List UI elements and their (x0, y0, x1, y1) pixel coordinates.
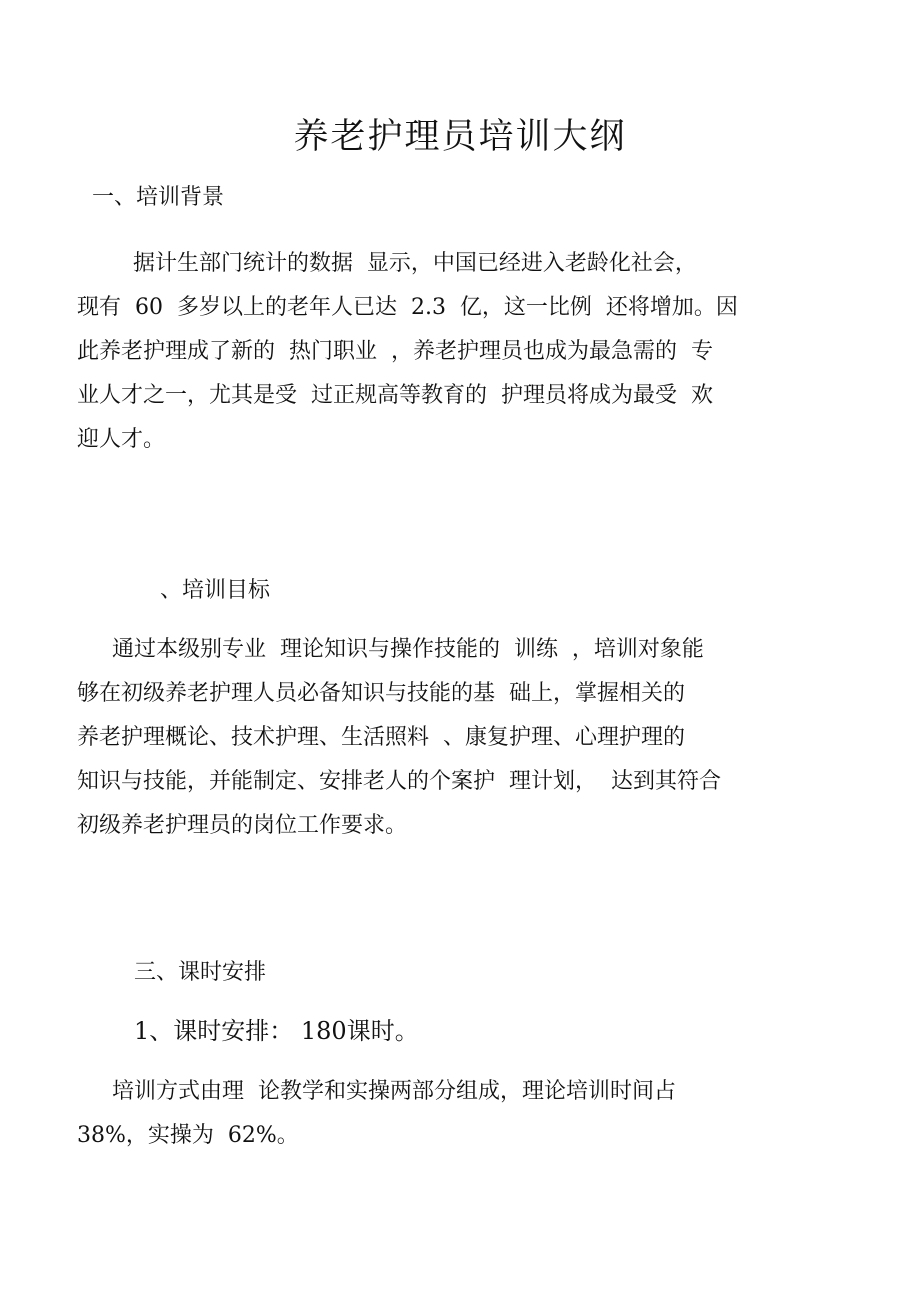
section-heading-schedule: 三、课时安排 (134, 960, 267, 985)
paragraph-background (77, 242, 837, 462)
paragraph-line: 初级养老护理员的岗位工作要求。 (77, 813, 408, 838)
paragraph-line: 38%，实操为 62%。 (77, 1123, 299, 1148)
paragraph-line: 通过本级别专业 理论知识与操作技能的 训练 ，培训对象能 (77, 637, 704, 662)
section-heading-background: 一、培训背景 (92, 185, 225, 210)
paragraph-line: 培训方式由理 论教学和实操两部分组成，理论培训时间占 (77, 1079, 676, 1104)
paragraph-line: 此养老护理成了新的 热门职业 ，养老护理员也成为最急需的 专 (77, 339, 713, 364)
paragraph-line: 知识与技能，并能制定、安排老人的个案护 理计划， 达到其符合 (77, 769, 721, 794)
paragraph-line: 业人才之一，尤其是受 过正规高等教育的 护理员将成为最受 欢 (77, 383, 713, 408)
schedule-subheading: 1、课时安排： 180课时。 (134, 1017, 419, 1045)
paragraph-line: 现有 60 多岁以上的老年人已达 2.3 亿，这一比例 还将增加。因 (77, 295, 738, 320)
paragraph-line: 迎人才。 (77, 427, 166, 452)
paragraph-line: 据计生部门统计的数据 显示，中国已经进入老龄化社会， (77, 251, 697, 276)
paragraph-line: 够在初级养老护理人员必备知识与技能的基 础上，掌握相关的 (77, 681, 685, 706)
paragraph-schedule (77, 1070, 837, 1158)
paragraph-line: 养老护理概论、技术护理、生活照料 、康复护理、心理护理的 (77, 725, 685, 750)
section-heading-objectives: 、培训目标 (160, 578, 271, 603)
paragraph-objectives (77, 628, 837, 848)
document-title: 养老护理员培训大纲 (293, 117, 627, 157)
